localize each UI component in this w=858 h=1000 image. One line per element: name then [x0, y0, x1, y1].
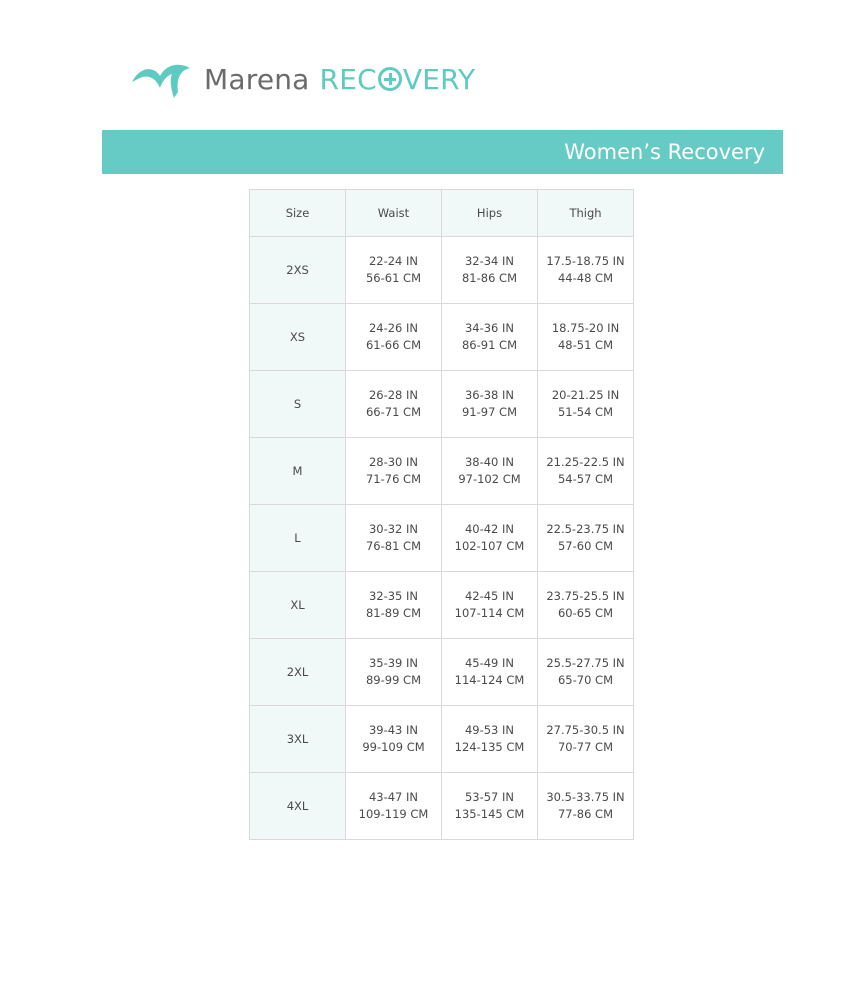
waist-centimeters: 61-66 CM	[365, 338, 422, 352]
hips-inches: 40-42 IN	[464, 522, 515, 536]
thigh-centimeters: 54-57 CM	[557, 472, 614, 486]
size-cell: 3XL	[250, 706, 346, 773]
hips-inches: 32-34 IN	[464, 254, 515, 268]
hips-cell	[442, 639, 538, 706]
hips-inches: 49-53 IN	[464, 723, 515, 737]
thigh-centimeters: 60-65 CM	[557, 606, 614, 620]
thigh-centimeters: 51-54 CM	[557, 405, 614, 419]
table-row	[250, 706, 634, 773]
table-row	[250, 505, 634, 572]
size-cell: S	[250, 371, 346, 438]
size-cell: L	[250, 505, 346, 572]
hips-cell	[442, 505, 538, 572]
size-cell: XS	[250, 304, 346, 371]
hips-inches: 36-38 IN	[464, 388, 515, 402]
waist-inches: 39-43 IN	[368, 723, 419, 737]
table-header-row	[250, 190, 634, 237]
marena-wave-logo-icon	[130, 58, 196, 102]
hips-inches: 34-36 IN	[464, 321, 515, 335]
waist-cell	[346, 237, 442, 304]
hips-cell	[442, 438, 538, 505]
hips-cell	[442, 706, 538, 773]
waist-centimeters: 109-119 CM	[358, 807, 429, 821]
hips-cell	[442, 304, 538, 371]
hips-inches: 38-40 IN	[464, 455, 515, 469]
size-chart-table	[249, 189, 634, 840]
brand-sub-start: REC	[319, 63, 377, 96]
thigh-inches: 20-21.25 IN	[551, 388, 620, 402]
thigh-cell	[538, 304, 634, 371]
waist-inches: 22-24 IN	[368, 254, 419, 268]
hips-inches: 42-45 IN	[464, 589, 515, 603]
hips-centimeters: 91-97 CM	[461, 405, 518, 419]
table-row	[250, 773, 634, 840]
waist-centimeters: 56-61 CM	[365, 271, 422, 285]
thigh-cell	[538, 371, 634, 438]
hips-centimeters: 124-135 CM	[454, 740, 525, 754]
waist-cell	[346, 572, 442, 639]
table-row	[250, 371, 634, 438]
header-waist: Waist	[346, 190, 442, 237]
thigh-cell	[538, 505, 634, 572]
hips-centimeters: 135-145 CM	[454, 807, 525, 821]
waist-cell	[346, 505, 442, 572]
thigh-centimeters: 70-77 CM	[557, 740, 614, 754]
thigh-centimeters: 57-60 CM	[557, 539, 614, 553]
hips-inches: 53-57 IN	[464, 790, 515, 804]
waist-inches: 30-32 IN	[368, 522, 419, 536]
thigh-centimeters: 48-51 CM	[557, 338, 614, 352]
hips-inches: 45-49 IN	[464, 656, 515, 670]
thigh-centimeters: 65-70 CM	[557, 673, 614, 687]
hips-centimeters: 107-114 CM	[454, 606, 525, 620]
thigh-cell	[538, 706, 634, 773]
hips-cell	[442, 773, 538, 840]
hips-cell	[442, 237, 538, 304]
section-banner	[102, 130, 783, 174]
waist-inches: 24-26 IN	[368, 321, 419, 335]
hips-centimeters: 102-107 CM	[454, 539, 525, 553]
table-row	[250, 304, 634, 371]
waist-inches: 28-30 IN	[368, 455, 419, 469]
banner-title: Women’s Recovery	[564, 140, 765, 164]
table-row	[250, 639, 634, 706]
table-body	[250, 237, 634, 840]
waist-centimeters: 76-81 CM	[365, 539, 422, 553]
hips-centimeters: 81-86 CM	[461, 271, 518, 285]
thigh-centimeters: 77-86 CM	[557, 807, 614, 821]
size-cell: 4XL	[250, 773, 346, 840]
thigh-inches: 17.5-18.75 IN	[546, 254, 625, 268]
thigh-cell	[538, 438, 634, 505]
table-row	[250, 237, 634, 304]
brand-sub-end: VERY	[402, 63, 476, 96]
brand-logo	[130, 58, 475, 102]
thigh-cell	[538, 639, 634, 706]
waist-inches: 43-47 IN	[368, 790, 419, 804]
waist-cell	[346, 706, 442, 773]
size-cell: 2XL	[250, 639, 346, 706]
waist-centimeters: 89-99 CM	[365, 673, 422, 687]
waist-cell	[346, 773, 442, 840]
size-cell: 2XS	[250, 237, 346, 304]
header-size: Size	[250, 190, 346, 237]
thigh-inches: 25.5-27.75 IN	[546, 656, 625, 670]
thigh-inches: 27.75-30.5 IN	[546, 723, 625, 737]
waist-centimeters: 99-109 CM	[362, 740, 425, 754]
header-hips: Hips	[442, 190, 538, 237]
thigh-cell	[538, 237, 634, 304]
hips-centimeters: 86-91 CM	[461, 338, 518, 352]
thigh-inches: 23.75-25.5 IN	[546, 589, 625, 603]
waist-inches: 32-35 IN	[368, 589, 419, 603]
brand-wordmark	[204, 58, 475, 102]
thigh-inches: 18.75-20 IN	[551, 321, 620, 335]
thigh-inches: 21.25-22.5 IN	[546, 455, 625, 469]
thigh-inches: 30.5-33.75 IN	[546, 790, 625, 804]
hips-centimeters: 114-124 CM	[454, 673, 525, 687]
hips-cell	[442, 371, 538, 438]
header-thigh: Thigh	[538, 190, 634, 237]
table-row	[250, 572, 634, 639]
waist-cell	[346, 371, 442, 438]
waist-centimeters: 81-89 CM	[365, 606, 422, 620]
hips-cell	[442, 572, 538, 639]
size-cell: M	[250, 438, 346, 505]
waist-cell	[346, 304, 442, 371]
thigh-inches: 22.5-23.75 IN	[546, 522, 625, 536]
waist-inches: 35-39 IN	[368, 656, 419, 670]
waist-centimeters: 71-76 CM	[365, 472, 422, 486]
table-row	[250, 438, 634, 505]
waist-cell	[346, 438, 442, 505]
waist-inches: 26-28 IN	[368, 388, 419, 402]
thigh-centimeters: 44-48 CM	[557, 271, 614, 285]
waist-centimeters: 66-71 CM	[365, 405, 422, 419]
size-cell: XL	[250, 572, 346, 639]
brand-name: Marena	[204, 63, 310, 96]
hips-centimeters: 97-102 CM	[458, 472, 521, 486]
thigh-cell	[538, 572, 634, 639]
thigh-cell	[538, 773, 634, 840]
medical-cross-circle-icon	[378, 67, 402, 91]
waist-cell	[346, 639, 442, 706]
